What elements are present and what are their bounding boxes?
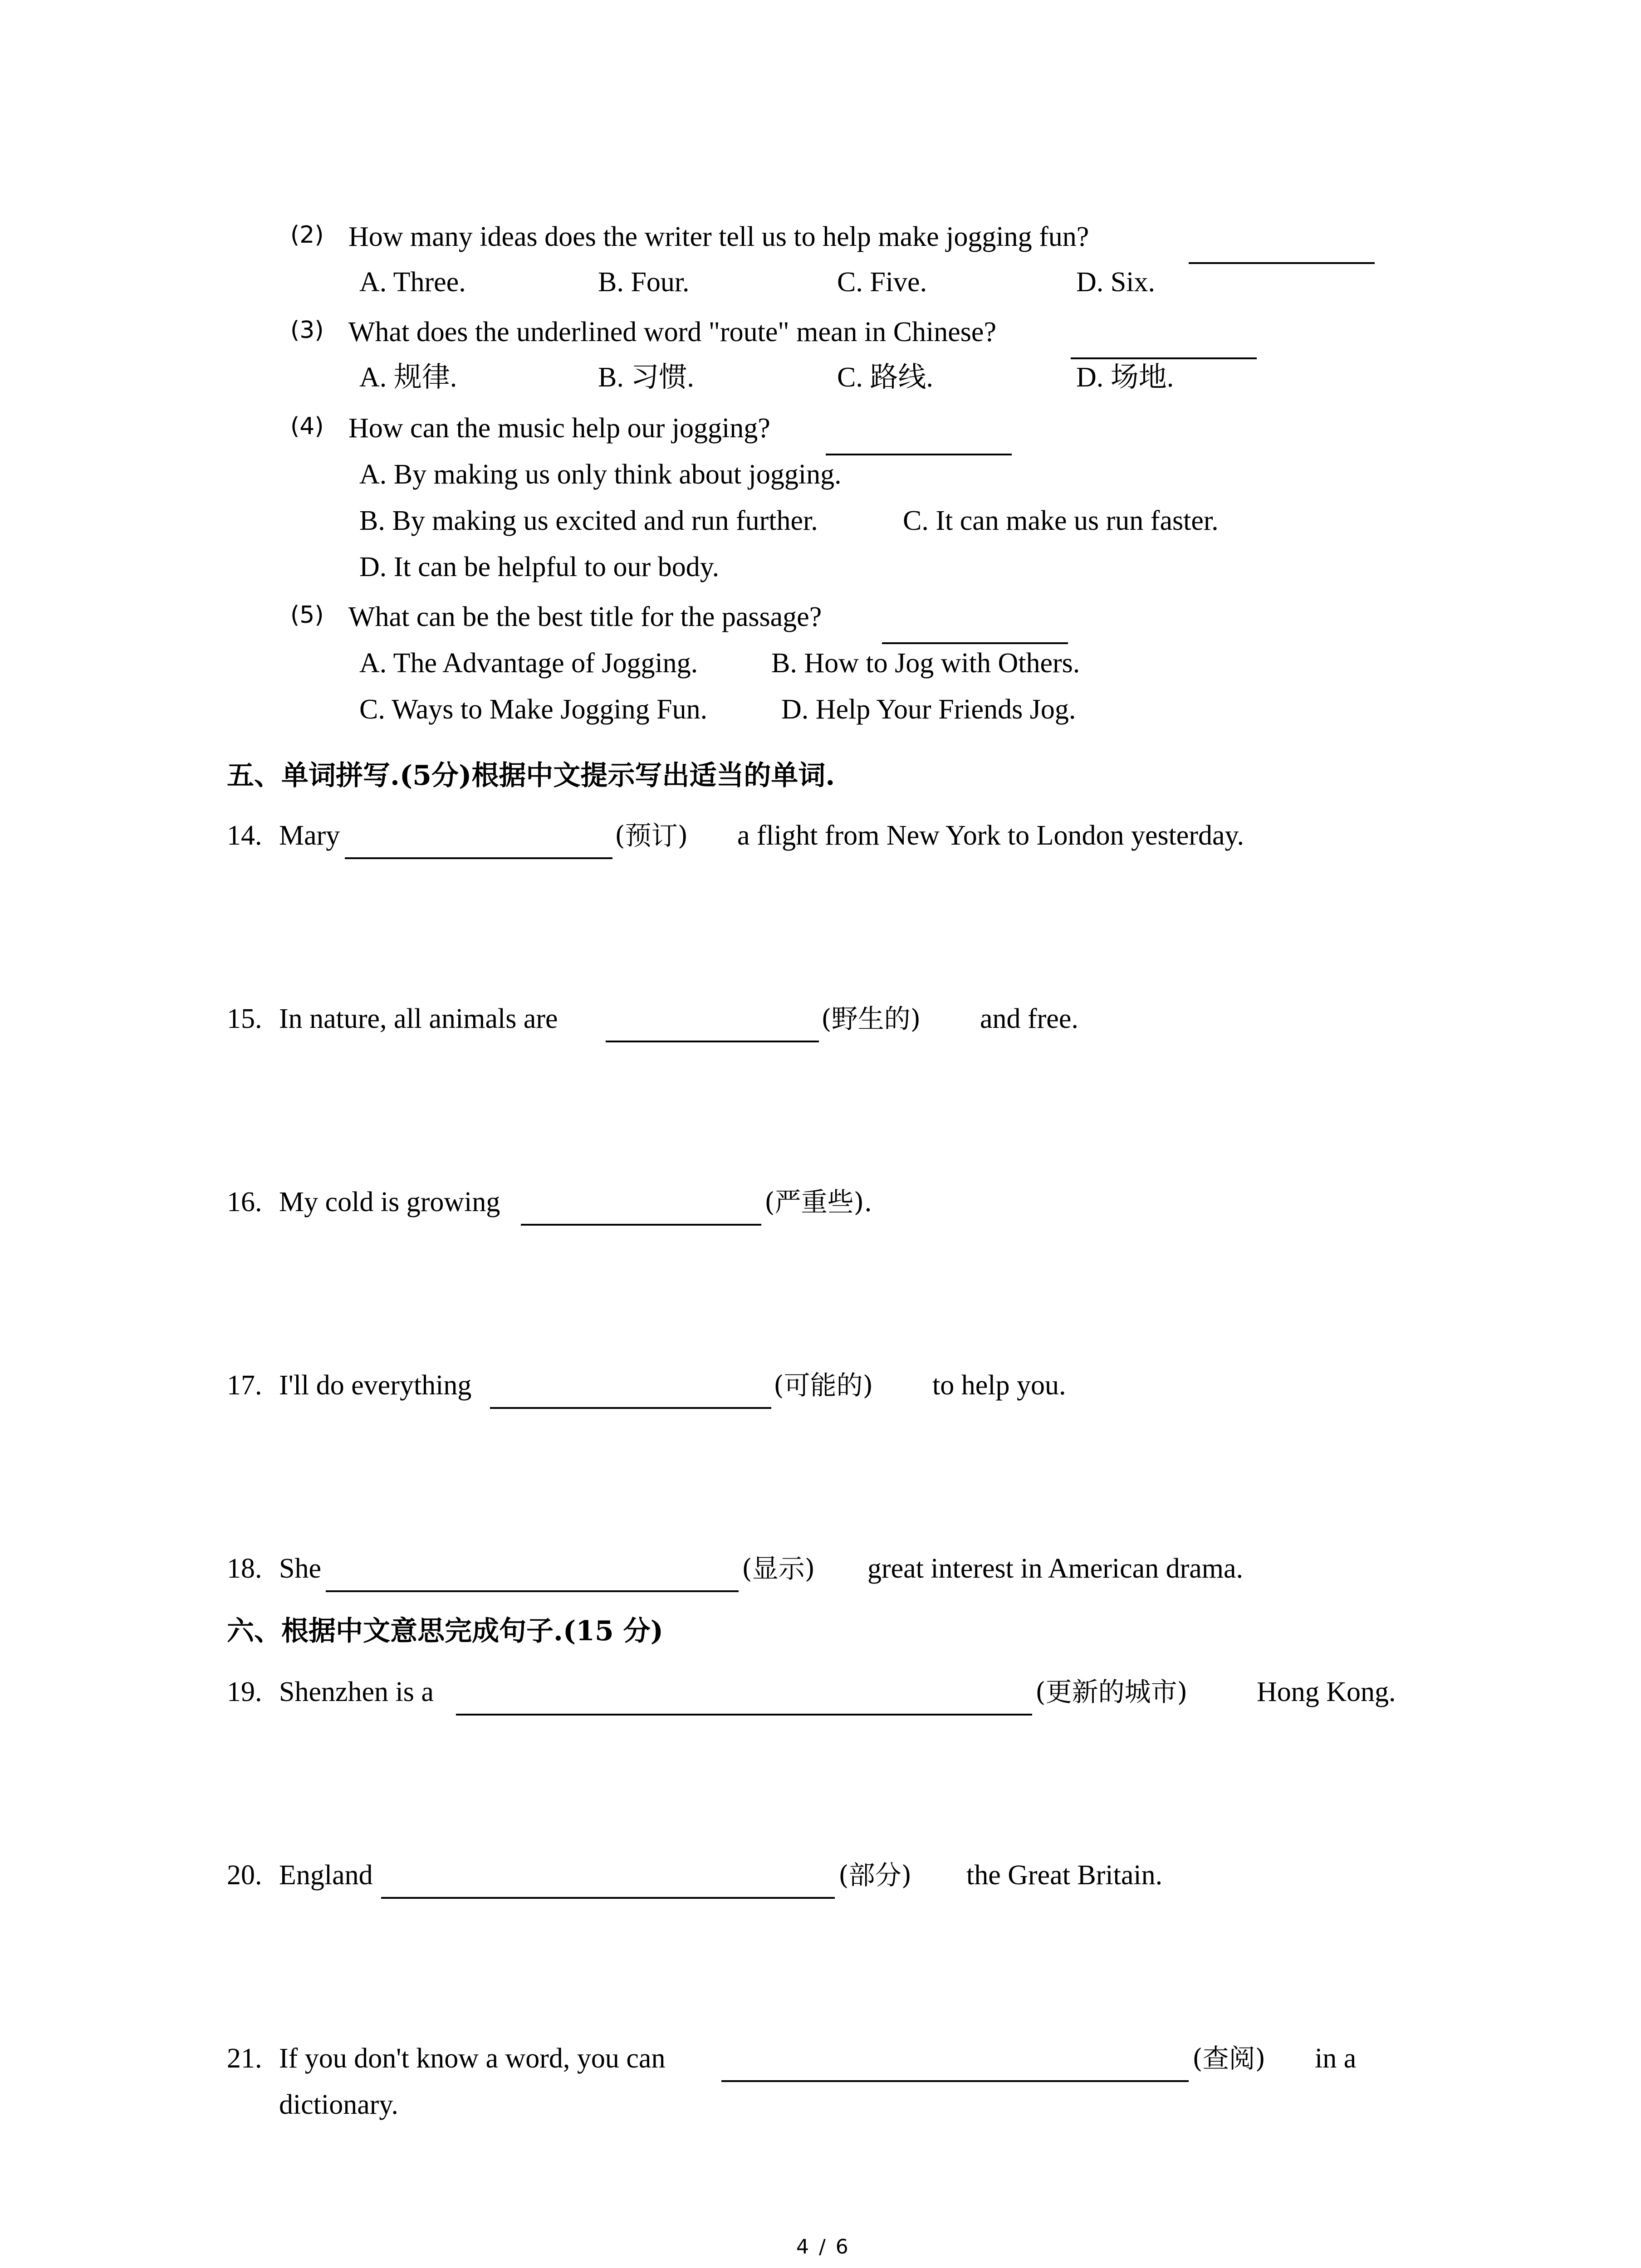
sentence-start: My cold is growing [279,1187,500,1217]
question-text: How many ideas does the writer tell us to help make jogging fun? [348,221,1089,252]
option-a[interactable]: A. Three. [359,267,466,298]
section-heading: 五、单词拼写.(5分)根据中文提示写出适当的单词. [227,760,835,792]
chinese-hint: (部分) [838,1860,912,1891]
answer-blank[interactable] [826,426,1012,455]
question-number: 17. [227,1370,262,1401]
sentence-start: Shenzhen is a [279,1677,434,1707]
chinese-hint: (严重些). [764,1187,872,1217]
option-b[interactable]: B. 习惯. [598,362,694,393]
sentence-end: great interest in American drama. [867,1553,1244,1584]
sentence-end: and free. [980,1003,1078,1034]
chinese-hint: (预订) [615,820,688,851]
question-text: How can the music help our jogging? [348,413,770,444]
answer-blank[interactable] [490,1380,771,1409]
question-number: 18. [227,1553,262,1584]
option-b[interactable]: B. By making us excited and run further. [359,505,818,536]
answer-blank[interactable] [521,1197,761,1226]
question-number: 21. [227,2043,262,2074]
sentence-end: a flight from New York to London yesterday. [737,820,1244,851]
sentence-start: Mary [279,820,340,851]
answer-blank[interactable] [381,1870,835,1899]
question-marker: (2) [290,221,324,249]
chinese-hint: (更新的城市) [1035,1677,1188,1707]
sentence-end: to help you. [932,1370,1066,1401]
answer-blank[interactable] [1071,330,1257,359]
answer-blank[interactable] [882,615,1068,644]
option-b[interactable]: B. How to Jog with Others. [771,648,1080,679]
sentence-start: In nature, all animals are [279,1003,558,1034]
question-marker: (5) [290,601,324,629]
answer-blank[interactable] [721,2053,1189,2082]
answer-blank[interactable] [606,1013,819,1042]
option-d[interactable]: D. Help Your Friends Jog. [781,694,1076,725]
question-number: 19. [227,1677,262,1707]
question-marker: (4) [290,413,324,440]
option-a[interactable]: A. By making us only think about jogging. [359,459,842,490]
option-a[interactable]: A. 规律. [359,362,457,393]
sentence-end: the Great Britain. [966,1860,1163,1891]
page-number: 4 / 6 [796,2235,850,2258]
question-marker: (3) [290,317,324,344]
question-number: 14. [227,820,262,851]
answer-blank[interactable] [1189,235,1375,264]
option-c[interactable]: C. 路线. [837,362,933,393]
sentence-end: in a [1315,2043,1357,2074]
option-c[interactable]: C. It can make us run faster. [903,505,1219,536]
option-c[interactable]: C. Five. [837,267,927,298]
option-d[interactable]: D. It can be helpful to our body. [359,552,720,582]
question-number: 20. [227,1860,262,1891]
answer-blank[interactable] [456,1686,1032,1716]
chinese-hint: (可能的) [774,1370,873,1401]
question-number: 16. [227,1187,262,1217]
question-text: What does the underlined word "route" mean in Chinese? [348,317,996,347]
sentence-start: England [279,1860,373,1891]
option-b[interactable]: B. Four. [598,267,690,298]
chinese-hint: (显示) [742,1553,815,1584]
option-d[interactable]: D. 场地. [1076,362,1174,393]
question-text: What can be the best title for the passage? [348,601,822,632]
question-number: 15. [227,1003,262,1034]
sentence-start: She [279,1553,321,1584]
answer-blank[interactable] [326,1563,739,1592]
section-heading: 六、根据中文意思完成句子.(15 分) [227,1615,664,1647]
sentence-start: I'll do everything [279,1370,472,1401]
chinese-hint: (查阅) [1192,2043,1266,2074]
sentence-continuation: dictionary. [279,2089,398,2120]
option-c[interactable]: C. Ways to Make Jogging Fun. [359,694,708,725]
answer-blank[interactable] [345,830,612,859]
chinese-hint: (野生的) [821,1003,921,1034]
sentence-start: If you don't know a word, you can [279,2043,666,2074]
option-a[interactable]: A. The Advantage of Jogging. [359,648,698,679]
option-d[interactable]: D. Six. [1076,267,1155,298]
sentence-end: Hong Kong. [1257,1677,1396,1707]
